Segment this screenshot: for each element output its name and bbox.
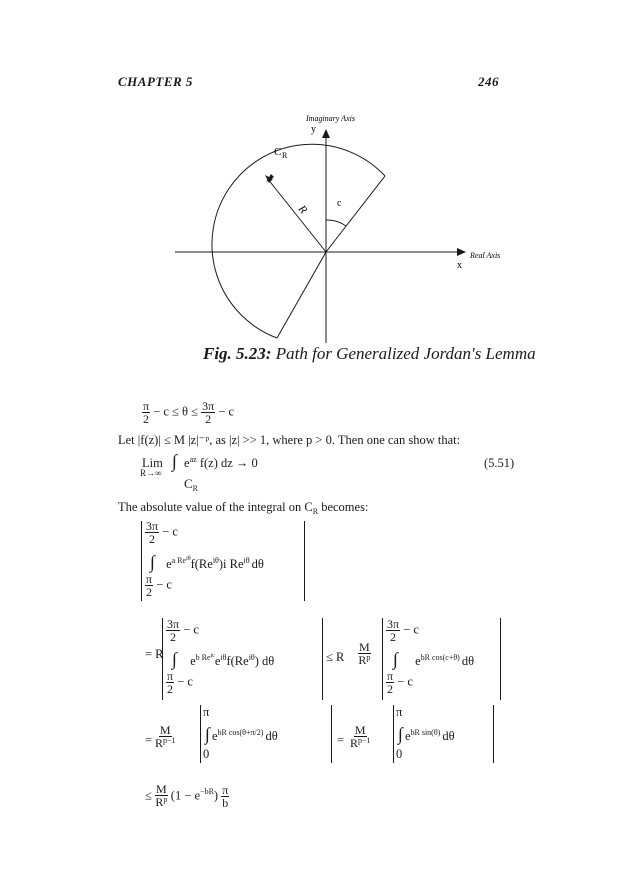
- abs-line-sub: R: [312, 507, 319, 516]
- rp1-exp-b: p−1: [358, 736, 371, 745]
- cr-label-eq551: [184, 476, 198, 492]
- equation-number: (5.51): [484, 456, 515, 470]
- i3-e: e: [415, 654, 421, 668]
- lim-subscript: R→∞: [140, 468, 162, 478]
- ll3-den: 2: [387, 682, 394, 696]
- rp-base-1: R: [358, 653, 367, 667]
- rp1-base-a: R: [155, 736, 164, 750]
- contour-arc-cr: [212, 144, 385, 338]
- m-over-rp: [358, 641, 371, 668]
- contour-ray-upper: [326, 176, 385, 252]
- pi-num: π: [143, 399, 150, 413]
- lim-word: Lim: [142, 456, 163, 470]
- final-close: ): [213, 788, 219, 803]
- angle-c-arc: [326, 220, 346, 226]
- ineq-left: − c ≤ θ ≤: [153, 404, 198, 419]
- ul2-num: 3π: [167, 617, 180, 631]
- ll2-den: 2: [167, 682, 174, 696]
- eq551-rest: f(z) dz → 0: [199, 456, 258, 470]
- ul3-num: 3π: [387, 617, 400, 631]
- m-over-rp1-a: [155, 724, 176, 751]
- i2-exp: b Re: [195, 653, 211, 662]
- i5-dtheta: dθ: [442, 729, 455, 743]
- angle-range-inequality: [142, 400, 234, 425]
- radius-line: [267, 178, 326, 252]
- abs-line-a: The absolute value of the integral on C: [118, 500, 313, 514]
- arc-label-sub: R: [282, 151, 288, 160]
- i2-e2: e: [214, 654, 221, 668]
- i1-rest: f(Re: [190, 557, 213, 571]
- ul2-den: 2: [170, 630, 177, 644]
- i2-e2-exp: iθ: [220, 653, 227, 662]
- let-statement: Let |f(z)| ≤ M |z|⁻ᵖ, as |z| >> 1, where p > 0. Then one can show that:: [118, 433, 461, 447]
- i1-e: e: [166, 557, 172, 571]
- eq551-e: e: [184, 456, 190, 470]
- final-m: M: [156, 782, 167, 796]
- ll1-den: 2: [146, 585, 153, 599]
- i4-e: e: [211, 729, 218, 743]
- contour-ray-lower: [277, 252, 326, 338]
- lower-limit-1: [145, 573, 172, 598]
- i1-exp2: iθ: [186, 556, 191, 562]
- chapter-header: CHAPTER 5: [118, 74, 193, 89]
- i4-exp: bR cos(θ+π/2): [217, 728, 264, 737]
- arc-label-c: C: [274, 146, 282, 158]
- lower-limit-4: 0: [203, 747, 210, 761]
- abs-bar-left-5: [393, 705, 394, 763]
- integral-1: ∫ $e^{a Rei\theta}f(Re^{i\theta})i$ $Re^{i\theta}$ dθ: [150, 552, 264, 572]
- ll1-minus-c: − c: [156, 577, 172, 592]
- ul1-den: 2: [149, 532, 156, 546]
- two-den-2: 2: [205, 412, 212, 426]
- abs-bar-left-4: [200, 705, 201, 763]
- final-pi: π: [222, 783, 229, 797]
- angle-label-c: c: [337, 198, 342, 209]
- final-b: b: [222, 796, 229, 810]
- ul1-num: 3π: [146, 519, 159, 533]
- x-label: x: [457, 260, 462, 271]
- abs-bar-left-3: [382, 618, 383, 700]
- upper-limit-2: [166, 618, 199, 643]
- final-leq: ≤: [145, 788, 152, 803]
- caption-text: Path for Generalized Jordan's Lemma: [275, 344, 536, 363]
- abs-bar-right-3: [500, 618, 501, 700]
- integral-5: ∫ $e^{bR sin(\theta)}$ dθ: [398, 724, 455, 744]
- lower-limit-3: [386, 670, 413, 695]
- two-den: 2: [143, 412, 150, 426]
- ul2-minus-c: − c: [183, 622, 199, 637]
- caption-prefix: Fig. 5.23:: [203, 344, 272, 363]
- upper-limit-5: π: [396, 705, 403, 719]
- final-p: p: [163, 795, 168, 804]
- abs-bar-left-1: [141, 521, 142, 601]
- ll1-num: π: [146, 572, 153, 586]
- cr-c: C: [184, 476, 193, 491]
- final-exp: −bR: [200, 787, 214, 797]
- lower-limit-2: [166, 670, 193, 695]
- i1-rest2: iθ: [212, 556, 219, 565]
- lower-limit-5: 0: [396, 747, 403, 761]
- abs-bar-right-5: [493, 705, 494, 763]
- i2-f: f(Re: [226, 654, 249, 668]
- i2-exp2: ic: [210, 653, 215, 659]
- m-num-2: M: [159, 723, 171, 737]
- i1-rest3: )i Re: [218, 557, 244, 571]
- absolute-value-statement: [118, 500, 368, 515]
- rp1-exp-a: p−1: [163, 736, 176, 745]
- three-pi-num: 3π: [202, 399, 215, 413]
- ll2-num: π: [167, 669, 174, 683]
- imaginary-axis-label: Imaginary Axis: [306, 114, 355, 123]
- i5-e: e: [404, 729, 411, 743]
- real-axis-label: Real Axis: [470, 251, 501, 260]
- integral-4: ∫ $e^{bR cos(\theta+\pi/2)}$ dθ: [205, 724, 278, 744]
- upper-limit-1: [145, 520, 178, 545]
- ll3-num: π: [387, 669, 394, 683]
- i2-dtheta: ) dθ: [254, 654, 275, 668]
- i3-dtheta: dθ: [461, 654, 475, 668]
- abs-bar-right-4: [331, 705, 332, 763]
- radius-label: R: [295, 203, 310, 217]
- abs-bar-left-2: [162, 618, 163, 700]
- cr-sub: R: [192, 484, 199, 493]
- ll2-minus-c: − c: [177, 674, 193, 689]
- eq551-exp: az: [189, 455, 197, 464]
- upper-limit-3: [386, 618, 419, 643]
- m-num-3: M: [354, 723, 366, 737]
- i5-exp: bR sin(θ): [410, 728, 441, 737]
- eq-R: = R: [145, 647, 164, 661]
- i2-f-exp: iθ: [248, 653, 255, 662]
- i3-exp: bR cos(c+θ): [420, 653, 460, 662]
- integral-2: ∫ $e^{b Reic}e^{i\theta}f(Re^{i\theta})$ dθ: [172, 649, 275, 669]
- abs-bar-right-2: [322, 618, 323, 700]
- i2-e: e: [190, 654, 196, 668]
- equation-5-51: Lim ∫ $e^{az}$ f(z) dz → 0: [142, 451, 258, 471]
- equals-2: =: [337, 733, 345, 747]
- ll3-minus-c: − c: [397, 674, 413, 689]
- page-number: 246: [478, 74, 499, 89]
- final-r: R: [155, 795, 164, 809]
- upper-limit-4: π: [203, 705, 210, 719]
- m-num-1: M: [359, 640, 370, 654]
- final-expr: (1 − e: [170, 788, 201, 803]
- y-label: y: [311, 124, 316, 135]
- real-axis-arrow: [457, 248, 466, 256]
- ineq-right: − c: [218, 404, 235, 419]
- ul3-minus-c: − c: [403, 622, 419, 637]
- imaginary-axis-arrow: [322, 129, 330, 138]
- rp-exp-1: p: [366, 653, 371, 662]
- leq-R: ≤ R: [326, 650, 345, 664]
- ul1-minus-c: − c: [162, 524, 178, 539]
- jordan-lemma-figure: [170, 100, 520, 345]
- i1-dtheta: dθ: [251, 557, 264, 571]
- i4-dtheta: dθ: [265, 729, 278, 743]
- i1-rest4: iθ: [243, 556, 250, 565]
- equals-1: =: [145, 733, 153, 747]
- rp1-base-b: R: [350, 736, 359, 750]
- ul3-den: 2: [390, 630, 397, 644]
- m-over-rp1-b: [350, 724, 371, 751]
- abs-bar-right-1: [304, 521, 305, 601]
- i1-exp: a Re: [171, 556, 187, 565]
- figure-caption: [203, 344, 536, 364]
- integral-3: ∫ $e^{bR cos(c+\theta)}$ dθ: [393, 649, 475, 669]
- final-bound: [145, 783, 229, 810]
- abs-line-b: becomes:: [318, 500, 369, 514]
